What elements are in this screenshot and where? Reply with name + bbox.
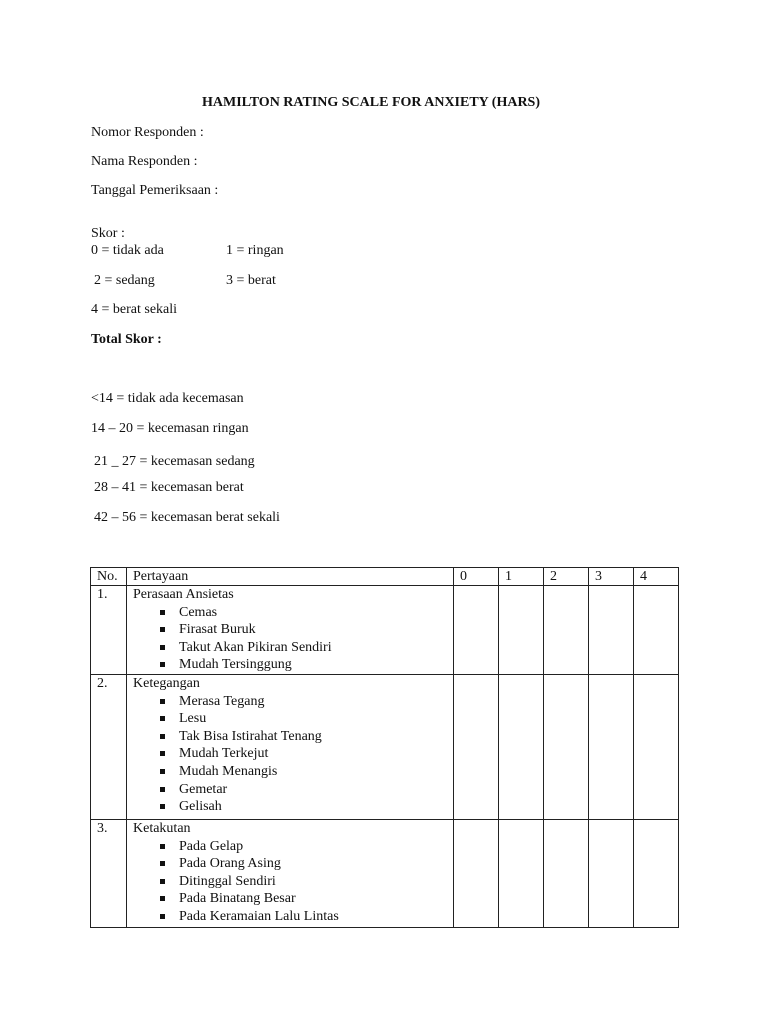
list-item: Mudah Tersinggung bbox=[159, 656, 447, 674]
question-cell bbox=[127, 675, 454, 820]
field-nomor-responden: Nomor Responden : bbox=[91, 125, 204, 140]
list-item: Lesu bbox=[159, 710, 447, 728]
interpretation-line: 14 – 20 = kecemasan ringan bbox=[91, 421, 249, 436]
list-item: Pada Keramaian Lalu Lintas bbox=[159, 908, 447, 926]
score-cell-3[interactable] bbox=[589, 675, 634, 820]
question-title: Ketegangan bbox=[133, 676, 200, 691]
skor-label: Skor : bbox=[91, 226, 125, 241]
score-cell-2[interactable] bbox=[544, 586, 589, 675]
score-cell-1[interactable] bbox=[499, 586, 544, 675]
list-item: Takut Akan Pikiran Sendiri bbox=[159, 639, 447, 657]
interpretation-line: 42 – 56 = kecemasan berat sekali bbox=[94, 510, 280, 525]
list-item: Mudah Terkejut bbox=[159, 745, 447, 763]
question-cell bbox=[127, 586, 454, 675]
field-nama-responden: Nama Responden : bbox=[91, 154, 198, 169]
symptom-list bbox=[133, 693, 447, 816]
score-cell-2[interactable] bbox=[544, 675, 589, 820]
hars-table bbox=[90, 567, 679, 928]
interpretation-line: <14 = tidak ada kecemasan bbox=[91, 391, 244, 406]
row-number: 2. bbox=[91, 675, 127, 820]
table-header-row bbox=[91, 568, 679, 586]
list-item: Ditinggal Sendiri bbox=[159, 873, 447, 891]
question-cell bbox=[127, 820, 454, 928]
list-item: Pada Binatang Besar bbox=[159, 890, 447, 908]
table-row bbox=[91, 675, 679, 820]
document-title: HAMILTON RATING SCALE FOR ANXIETY (HARS) bbox=[202, 95, 540, 110]
list-item: Firasat Buruk bbox=[159, 621, 447, 639]
score-cell-4[interactable] bbox=[634, 675, 679, 820]
list-item: Pada Orang Asing bbox=[159, 855, 447, 873]
score-cell-3[interactable] bbox=[589, 820, 634, 928]
header-score-2: 2 bbox=[544, 568, 589, 586]
score-cell-4[interactable] bbox=[634, 820, 679, 928]
header-no: No. bbox=[91, 568, 127, 586]
skor-0: 0 = tidak ada bbox=[91, 243, 164, 258]
score-cell-1[interactable] bbox=[499, 675, 544, 820]
skor-3: 3 = berat bbox=[226, 273, 276, 288]
score-cell-4[interactable] bbox=[634, 586, 679, 675]
list-item: Gemetar bbox=[159, 781, 447, 799]
field-tanggal-pemeriksaan: Tanggal Pemeriksaan : bbox=[91, 183, 219, 198]
question-title: Perasaan Ansietas bbox=[133, 587, 234, 602]
symptom-list bbox=[133, 838, 447, 926]
row-number: 1. bbox=[91, 586, 127, 675]
list-item: Cemas bbox=[159, 604, 447, 622]
skor-1: 1 = ringan bbox=[226, 243, 284, 258]
total-skor-label: Total Skor : bbox=[91, 332, 162, 347]
table-row bbox=[91, 586, 679, 675]
table-row bbox=[91, 820, 679, 928]
header-score-1: 1 bbox=[499, 568, 544, 586]
header-score-4: 4 bbox=[634, 568, 679, 586]
header-score-3: 3 bbox=[589, 568, 634, 586]
score-cell-1[interactable] bbox=[499, 820, 544, 928]
score-cell-0[interactable] bbox=[454, 820, 499, 928]
interpretation-line: 21 _ 27 = kecemasan sedang bbox=[94, 454, 255, 469]
score-cell-3[interactable] bbox=[589, 586, 634, 675]
symptom-list bbox=[133, 604, 447, 674]
list-item: Mudah Menangis bbox=[159, 763, 447, 781]
score-cell-0[interactable] bbox=[454, 586, 499, 675]
header-score-0: 0 bbox=[454, 568, 499, 586]
header-pertanyaan: Pertayaan bbox=[127, 568, 454, 586]
skor-2: 2 = sedang bbox=[94, 273, 155, 288]
score-cell-2[interactable] bbox=[544, 820, 589, 928]
score-cell-0[interactable] bbox=[454, 675, 499, 820]
list-item: Gelisah bbox=[159, 798, 447, 816]
list-item: Tak Bisa Istirahat Tenang bbox=[159, 728, 447, 746]
list-item: Merasa Tegang bbox=[159, 693, 447, 711]
list-item: Pada Gelap bbox=[159, 838, 447, 856]
row-number: 3. bbox=[91, 820, 127, 928]
interpretation-line: 28 – 41 = kecemasan berat bbox=[94, 480, 244, 495]
skor-4: 4 = berat sekali bbox=[91, 302, 178, 317]
question-title: Ketakutan bbox=[133, 821, 191, 836]
